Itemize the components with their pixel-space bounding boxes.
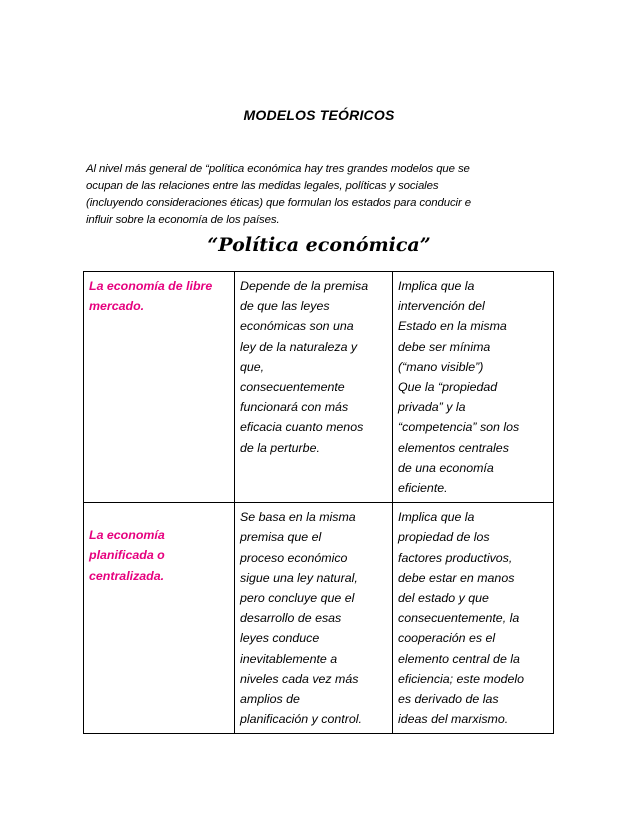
implication-line: ideas del marxismo. (398, 712, 509, 727)
basis-line: económicas son una (240, 319, 354, 334)
intro-line: influir sobre la economía de los países. (86, 214, 280, 226)
model-name-line: La economía de libre (89, 279, 213, 293)
implication-line: Implica que la (398, 279, 475, 293)
intro-line: ocupan de las relaciones entre las medidas legales, políticas y sociales (86, 180, 439, 192)
basis-line: niveles cada vez más (240, 671, 359, 686)
implication-line: Implica que la (398, 510, 475, 525)
page-title: MODELOS TEÓRICOS (243, 107, 395, 123)
basis-line: funcionará con más (240, 400, 349, 415)
basis-line: consecuentemente (240, 380, 345, 395)
intro-line: (incluyendo consideraciones éticas) que formulan los estados para conducir e (86, 197, 471, 209)
model-name-line: centralizada. (89, 568, 165, 583)
implication-line: intervención del (398, 299, 485, 314)
implication-line: privada” y la (398, 400, 466, 415)
basis-line: proceso económico (240, 550, 348, 565)
basis-line: Depende de la premisa (240, 279, 369, 293)
basis-line: amplios de (240, 692, 300, 707)
basis-line: leyes conduce (240, 631, 320, 646)
implication-line: elemento central de la (398, 651, 520, 666)
basis-line: eficacia cuanto menos (240, 420, 364, 435)
table-row (84, 272, 554, 503)
economic-models-table (83, 271, 554, 734)
implication-line: cooperación es el (398, 631, 496, 646)
implication-line: propiedad de los (398, 530, 490, 545)
implication-line: Que la “propiedad (398, 380, 498, 395)
implication-line: eficiente. (398, 481, 448, 496)
implication-line: de una economía (398, 460, 494, 475)
intro-paragraph (86, 161, 556, 229)
model-implication-cell (393, 272, 554, 503)
intro-line: Al nivel más general de “política económica hay tres grandes modelos que se (86, 163, 470, 175)
basis-line: premisa que el (240, 530, 322, 545)
implication-line: factores productivos, (398, 550, 513, 565)
implication-line: eficiencia; este modelo (398, 671, 525, 686)
implication-line: elementos centrales (398, 440, 509, 455)
implication-line: debe estar en manos (398, 570, 515, 585)
implication-line: es derivado de las (398, 692, 499, 707)
basis-line: de que las leyes (240, 299, 330, 314)
basis-line: ley de la naturaleza y (240, 339, 358, 354)
implication-line: “competencia” son los (398, 420, 520, 435)
model-basis-cell (235, 272, 393, 503)
table-row (84, 503, 554, 734)
model-name-line: mercado. (89, 299, 145, 314)
basis-line: inevitablemente a (240, 651, 338, 666)
model-name-cell (84, 503, 235, 734)
basis-line: desarrollo de esas (240, 611, 342, 626)
basis-line: planificación y control. (240, 712, 362, 727)
section-subtitle: “Política económica” (207, 234, 431, 256)
implication-line: del estado y que (398, 591, 489, 606)
basis-line: Se basa en la misma (240, 510, 356, 525)
model-name-line: La economía (89, 528, 165, 543)
model-implication-cell (393, 503, 554, 734)
model-basis-cell (235, 503, 393, 734)
implication-line: Estado en la misma (398, 319, 507, 334)
basis-line: de la perturbe. (240, 440, 320, 455)
basis-line: sigue una ley natural, (240, 570, 358, 585)
implication-line: (“mano visible”) (398, 359, 484, 374)
basis-line: que, (240, 359, 265, 374)
model-name-cell (84, 272, 235, 503)
implication-line: debe ser mínima (398, 339, 491, 354)
model-name-line: planificada o (89, 548, 165, 563)
basis-line: pero concluye que el (240, 591, 355, 606)
implication-line: consecuentemente, la (398, 611, 520, 626)
